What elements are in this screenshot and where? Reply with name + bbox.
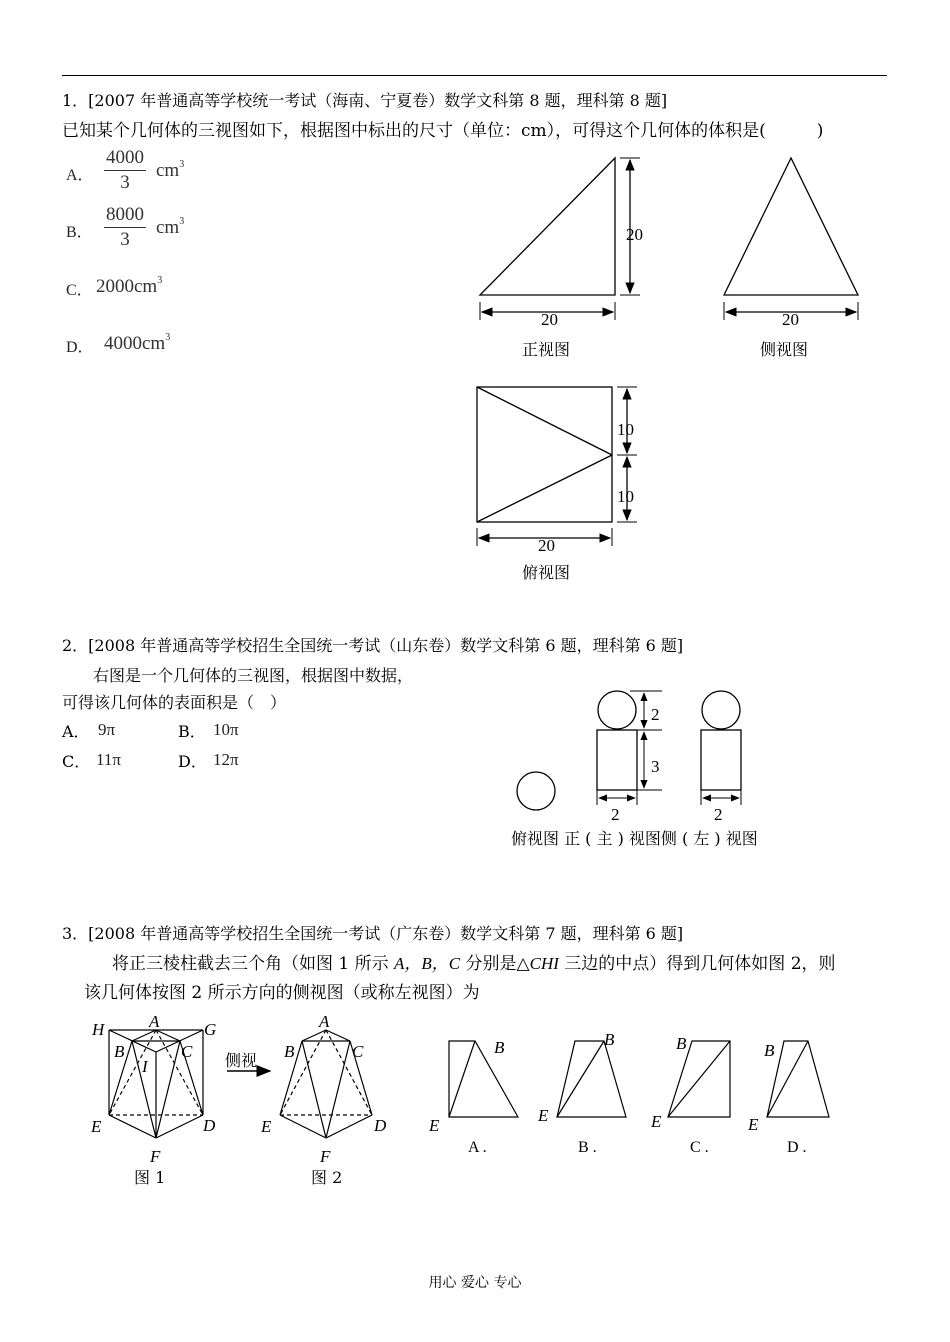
q3-choice-a-shape xyxy=(449,1041,518,1117)
q3-choice-d-label-e: E xyxy=(748,1115,759,1134)
q2-option-c-label: C． xyxy=(62,752,91,771)
q2-cylinder-label: 3 xyxy=(651,757,660,776)
q1-option-a-label: A． xyxy=(66,167,94,184)
q1-option-c-value: $2000cm^3$ xyxy=(96,275,163,297)
q1-stem: 已知某个几何体的三视图如下，根据图中标出的尺寸（单位：cm），可得这个几何体的体积是( ) xyxy=(62,121,824,141)
q1-front-caption: 正视图 xyxy=(522,340,571,359)
q1-option-d-value: $4000cm^3$ xyxy=(104,332,171,354)
q3-choice-b-shape xyxy=(557,1041,626,1117)
q3-choice-c-label-e: E xyxy=(651,1112,662,1131)
q2-option-c-value: 11π xyxy=(96,750,121,769)
q3-fig1-label-d: D xyxy=(203,1116,216,1135)
q3-fig2-caption: 图 2 xyxy=(311,1168,343,1187)
q1-option-b-unit: $cm^3$ xyxy=(156,216,185,238)
q2-option-a-label: A． xyxy=(62,722,90,741)
q1-option-d-label: D． xyxy=(66,339,94,356)
q2-option-a-value: 9π xyxy=(98,720,116,739)
q1-option-c-label: C． xyxy=(66,282,93,299)
q3-fig2-label-f: F xyxy=(320,1147,331,1166)
q3-choice-a-caption: A . xyxy=(468,1139,487,1156)
q2-header: 2．[2008 年普通高等学校招生全国统一考试（山东卷）数学文科第 6 题，理科第 6 题] xyxy=(62,636,684,655)
q3-header: 3．[2008 年普通高等学校招生全国统一考试（广东卷）数学文科第 7 题，理科第 6 题] xyxy=(62,924,684,943)
q1-header: 1．[2007 年普通高等学校统一考试（海南、宁夏卷）数学文科第 8 题，理科第 8 题] xyxy=(62,91,668,110)
q3-stem-line2: 该几何体按图 2 所示方向的侧视图（或称左视图）为 xyxy=(84,983,480,1003)
q2-sphere-label: 2 xyxy=(651,705,660,724)
q3-choice-d-caption: D . xyxy=(787,1139,807,1156)
q1-option-b-denominator: 3 xyxy=(120,229,130,250)
q1-top-lower-label: 10 xyxy=(617,487,634,506)
q2-option-d-value: 12π xyxy=(213,750,239,769)
q3-fig1-label-g: G xyxy=(204,1020,217,1039)
q2-figure-caption: 俯视图 正 ( 主 ) 视图侧 ( 左 ) 视图 xyxy=(511,829,758,848)
q1-top-width-label: 20 xyxy=(538,536,555,555)
q3-fig2-label-d: D xyxy=(374,1116,387,1135)
q3-choice-c-label-b: B xyxy=(676,1034,687,1053)
q3-fig1-label-e: E xyxy=(91,1117,102,1136)
q3-fig1-label-h: H xyxy=(92,1020,105,1039)
q2-side-width-label: 2 xyxy=(714,805,723,824)
q1-side-caption: 侧视图 xyxy=(760,340,809,359)
q3-choice-b-label-b: B xyxy=(604,1030,615,1049)
page-footer: 用心 爱心 专心 xyxy=(428,1275,522,1291)
q3-fig1-label-b: B xyxy=(114,1042,125,1061)
q3-fig2-label-a: A xyxy=(319,1012,330,1031)
q3-choice-d-label-b: B xyxy=(764,1041,775,1060)
q3-choice-d-shape xyxy=(767,1041,829,1117)
q1-top-upper-label: 10 xyxy=(617,420,634,439)
q3-fig1-caption: 图 1 xyxy=(134,1168,166,1187)
q3-stem-line1: 将正三棱柱截去三个角（如图 1 所示 A，B，C 分别是△CHI 三边的中点）得到几何体如图 2，则 xyxy=(112,954,836,974)
q3-fig2-label-c: C xyxy=(352,1042,364,1061)
q3-fig2-label-b: B xyxy=(284,1042,295,1061)
q3-fig1-label-a: A xyxy=(149,1012,160,1031)
q3-side-view-arrow-label: 侧视 xyxy=(225,1051,258,1070)
q3-choice-c-caption: C . xyxy=(690,1139,709,1156)
q3-choice-b-caption: B . xyxy=(578,1139,597,1156)
q1-front-width-label: 20 xyxy=(541,310,558,329)
q2-option-b-label: B． xyxy=(178,722,206,741)
q3-fig2-label-e: E xyxy=(261,1117,272,1136)
q2-option-b-value: 10π xyxy=(213,720,239,739)
q2-stem-line2: 可得该几何体的表面积是（ ） xyxy=(62,693,287,712)
q3-fig1-label-i: I xyxy=(142,1057,148,1076)
q1-option-a-unit: $cm^3$ xyxy=(156,159,185,181)
q3-fig1-label-f: F xyxy=(150,1147,161,1166)
q1-front-height-label: 20 xyxy=(626,225,643,244)
q2-front-width-label: 2 xyxy=(611,805,620,824)
q1-top-caption: 俯视图 xyxy=(522,563,571,582)
q1-option-a-denominator: 3 xyxy=(120,172,130,193)
q3-choice-a-label-b: B xyxy=(494,1038,505,1057)
q3-fig1-label-c: C xyxy=(181,1042,193,1061)
q2-option-d-label: D． xyxy=(178,752,207,771)
q1-option-a-numerator: 4000 xyxy=(104,146,146,171)
q1-option-b-numerator: 8000 xyxy=(104,203,146,228)
q1-option-b-label: B． xyxy=(66,224,93,241)
q1-side-width-label: 20 xyxy=(782,310,799,329)
q3-choice-b-label-e: E xyxy=(538,1106,549,1125)
q3-choice-a-label-e: E xyxy=(429,1116,440,1135)
q2-stem-line1: 右图是一个几何体的三视图，根据图中数据， xyxy=(93,666,414,685)
